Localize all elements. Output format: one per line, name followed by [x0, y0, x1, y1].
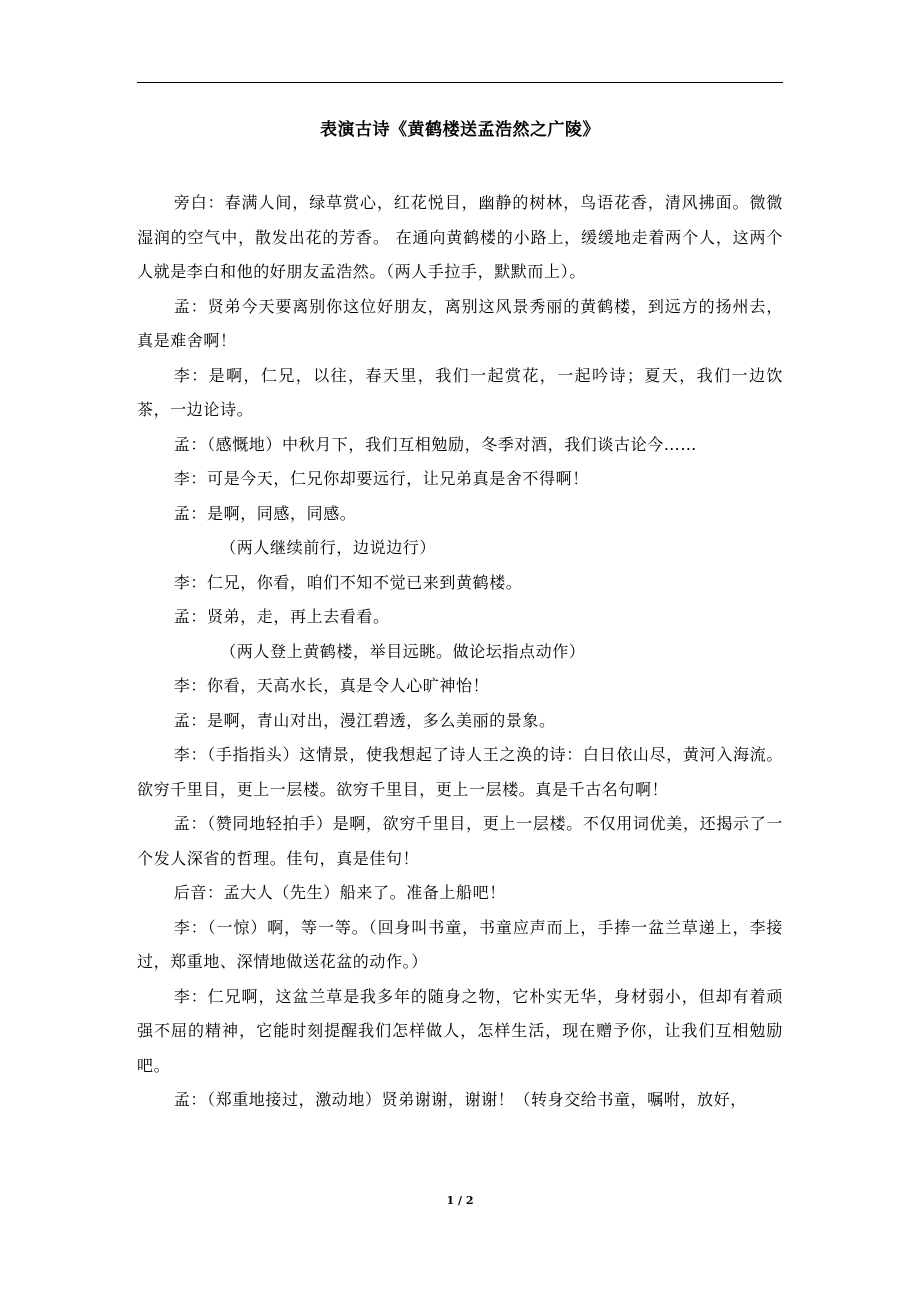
paragraph: 李：（手指指头）这情景，使我想起了诗人王之涣的诗：白日依山尽，黄河入海流。欲穷千里目，更上一层楼。欲穷千里目，更上一层楼。真是千古名句啊！	[137, 745, 783, 799]
paragraph: 孟：（感慨地）中秋月下，我们互相勉励，冬季对酒，我们谈古论今……	[173, 434, 697, 454]
paragraph: 孟：是啊，同感，同感。	[173, 503, 357, 523]
page-number: 1 / 2	[446, 1194, 474, 1207]
paragraph: 李：可是今天，仁兄你却要远行，让兄弟真是舍不得啊！	[173, 469, 589, 488]
paragraph: 孟：是啊，青山对出，漫江碧透，多么美丽的景象。	[173, 710, 556, 730]
paragraph: 旁白：春满人间，绿草赏心，红花悦目，幽静的树林，鸟语花香，清风拂面。微微湿润的空气中，散发出花的芳香。 在通向黄鹤楼的小路上，缓缓地走着两个人，这两个人就是李白和他的好朋友孟浩然。（两人手拉手，默默而上）。	[137, 193, 783, 281]
document-title: 表演古诗《黄鹤楼送孟浩然之广陵》	[320, 120, 600, 140]
paragraph: 孟：（郑重地接过，激动地）贤弟谢谢，谢谢！（转身交给书童，嘱咐，放好，	[173, 1090, 747, 1109]
document-body	[137, 186, 783, 1118]
paragraph: 孟：贤弟今天要离别你这位好朋友，离别这风景秀丽的黄鹤楼，到远方的扬州去，真是难舍啊！	[137, 296, 783, 350]
stage-direction: （两人登上黄鹤楼，举目远眺。做论坛指点动作）	[220, 641, 586, 661]
paragraph: 后音：孟大人（先生）船来了。准备上船吧！	[173, 883, 506, 902]
paragraph: 李：（一惊）啊，等一等。（回身叫书童，书童应声而上，手捧一盆兰草递上，李接过，郑重地、深情地做送花盆的动作。）	[137, 917, 783, 971]
paragraph: 孟：（赞同地轻拍手）是啊，欲穷千里目，更上一层楼。不仅用词优美，还揭示了一个发人深省的哲理。佳句，真是佳句！	[137, 814, 783, 868]
paragraph: 李：仁兄啊，这盆兰草是我多年的随身之物，它朴实无华，身材弱小，但却有着顽强不屈的精神，它能时刻提醒我们怎样做人，怎样生活，现在赠予你，让我们互相勉励吧。	[137, 986, 783, 1075]
header-rule	[137, 82, 783, 83]
paragraph: 李：仁兄，你看，咱们不知不觉已来到黄鹤楼。	[173, 572, 523, 592]
stage-direction: （两人继续前行，边说边行）	[220, 538, 436, 557]
paragraph: 李：你看，天高水长，真是令人心旷神怡！	[173, 676, 490, 695]
paragraph: 孟：贤弟，走，再上去看看。	[173, 607, 390, 626]
paragraph: 李：是啊，仁兄，以往，春天里，我们一起赏花，一起吟诗；夏天，我们一边饮茶，一边论诗。	[137, 365, 783, 419]
